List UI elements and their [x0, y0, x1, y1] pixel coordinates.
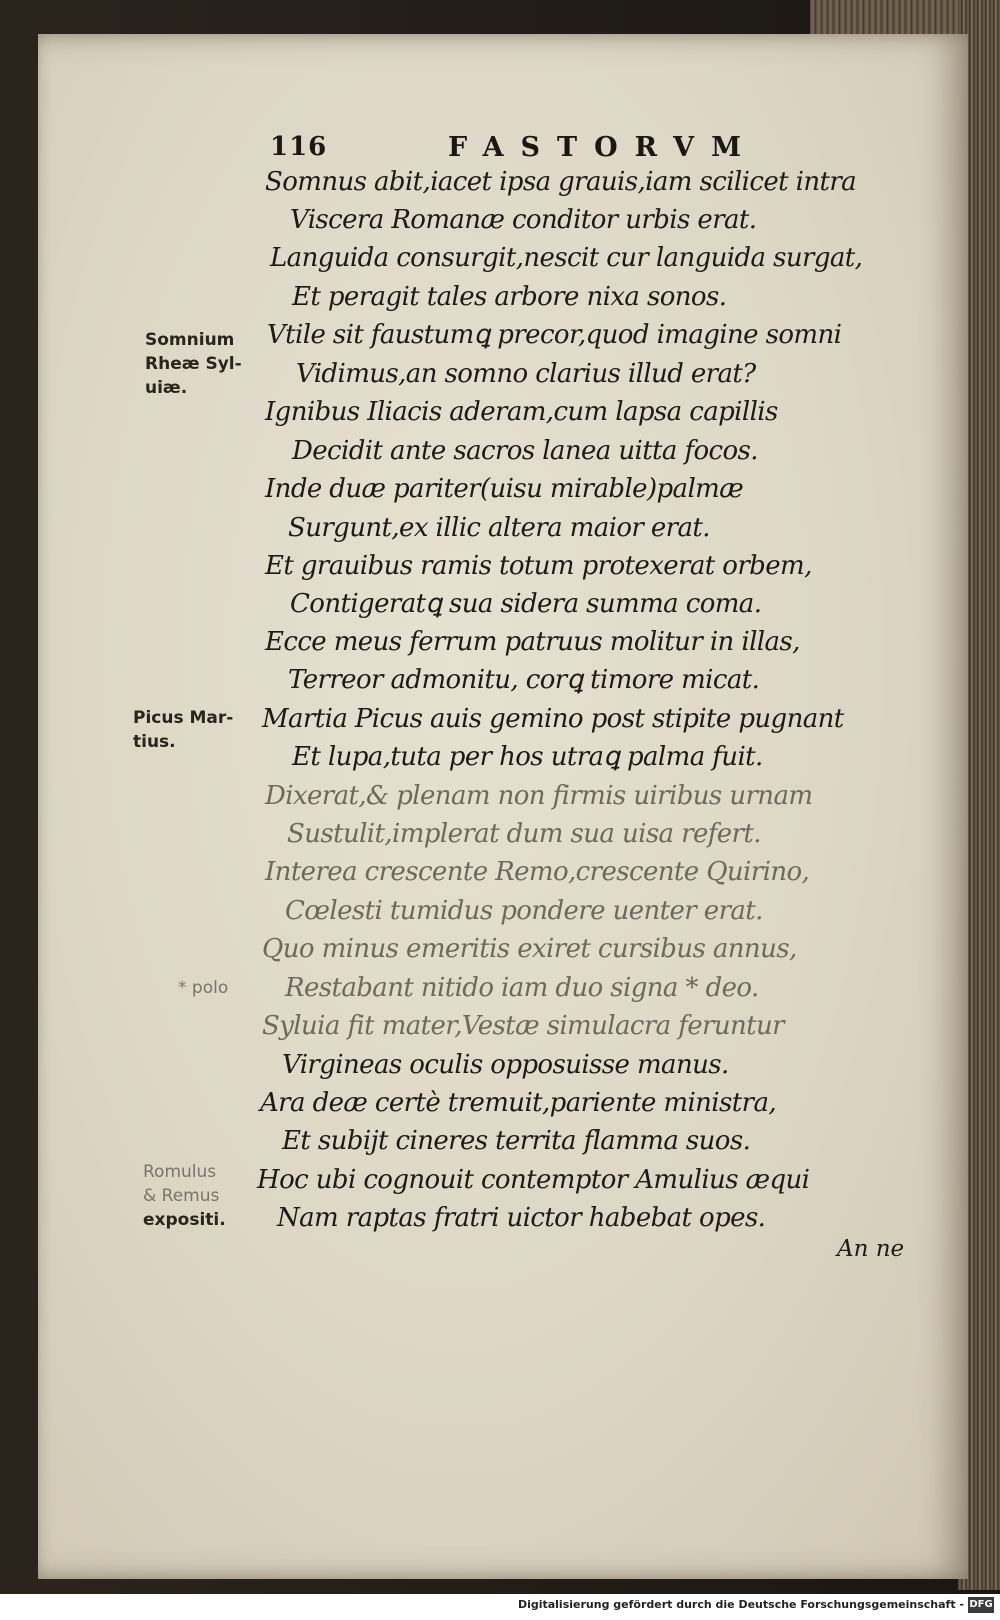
verse-line: Decidit ante sacros lanea uitta focos. [292, 436, 758, 466]
running-head: FASTORVM [448, 132, 758, 163]
side-note-line: Rheæ Syl- [145, 354, 242, 374]
verse-line: Et lupa,tuta per hos utraꝗ palma fuit. [292, 742, 763, 772]
verse-line: Terreor admonitu, corꝗ timore micat. [288, 665, 760, 695]
verse-line: Sustulit,implerat dum sua uisa refert. [287, 819, 761, 849]
verse-line: Languida consurgit,nescit cur languida surgat, [270, 243, 863, 273]
verse-line: Et grauibus ramis totum protexerat orbem, [265, 551, 812, 581]
verse-line: Cœlesti tumidus pondere uenter erat. [285, 896, 763, 926]
verse-line: Restabant nitido iam duo signa * deo. [285, 973, 759, 1003]
side-note-polo [178, 976, 228, 1000]
verse-line: Surgunt,ex illic altera maior erat. [288, 513, 710, 543]
verse-line: Ignibus Iliacis aderam,cum lapsa capillis [265, 397, 778, 427]
side-note-line: Picus Mar- [133, 708, 234, 728]
verse-line: Somnus abit,iacet ipsa grauis,iam scilicet intra [265, 167, 857, 197]
verse-line: Contigeratꝗ sua sidera summa coma. [290, 589, 762, 619]
page-number: 116 [270, 132, 328, 162]
verse-line: Virgineas oculis opposuisse manus. [282, 1050, 729, 1080]
verse-line: Dixerat,& plenam non firmis uiribus urnam [265, 781, 813, 811]
footer-credit: Digitalisierung gefördert durch die Deutsche Forschungsgemeinschaft - [517, 1598, 964, 1611]
verse-line: Vidimus,an somno clarius illud erat? [296, 359, 756, 389]
side-note-picus [133, 706, 233, 754]
verse-line: Et peragit tales arbore nixa sonos. [292, 282, 727, 312]
side-note-line: expositi. [143, 1210, 226, 1230]
verse-line: Interea crescente Remo,crescente Quirino, [265, 857, 810, 887]
side-note-line: tius. [133, 732, 176, 752]
verse-line: Ara deæ certè tremuit,pariente ministra, [260, 1088, 777, 1118]
side-note-line: & Remus [143, 1186, 220, 1206]
side-note-somnium [145, 328, 242, 400]
verse-line: Ecce meus ferrum patruus molitur in illas, [265, 627, 800, 657]
side-note-line: uiæ. [145, 378, 188, 398]
side-note-line: * polo [178, 978, 229, 998]
side-note-romulus [143, 1160, 226, 1232]
verse-line: Vtile sit faustumꝗ precor,quod imagine somni [267, 320, 842, 350]
verse-line: Hoc ubi cognouit contemptor Amulius æqui [257, 1165, 810, 1195]
verse-line: Syluia fit mater,Vestæ simulacra feruntur [262, 1011, 784, 1041]
verse-line: Martia Picus auis gemino post stipite pugnant [262, 704, 844, 734]
side-note-line: Romulus [143, 1162, 217, 1182]
verse-line: Quo minus emeritis exiret cursibus annus, [262, 934, 797, 964]
verse-line: Inde duæ pariter(uisu mirable)palmæ [265, 474, 744, 504]
footer-bar [0, 1594, 1000, 1620]
verse-line: Viscera Romanæ conditor urbis erat. [290, 205, 757, 235]
verse-line: Et subijt cineres territa flamma suos. [282, 1126, 751, 1156]
verse-line: Nam raptas fratri uictor habebat opes. [277, 1203, 766, 1233]
dfg-logo: DFG [968, 1597, 994, 1613]
side-note-line: Somnium [145, 330, 235, 350]
catchword: An ne [837, 1236, 905, 1262]
